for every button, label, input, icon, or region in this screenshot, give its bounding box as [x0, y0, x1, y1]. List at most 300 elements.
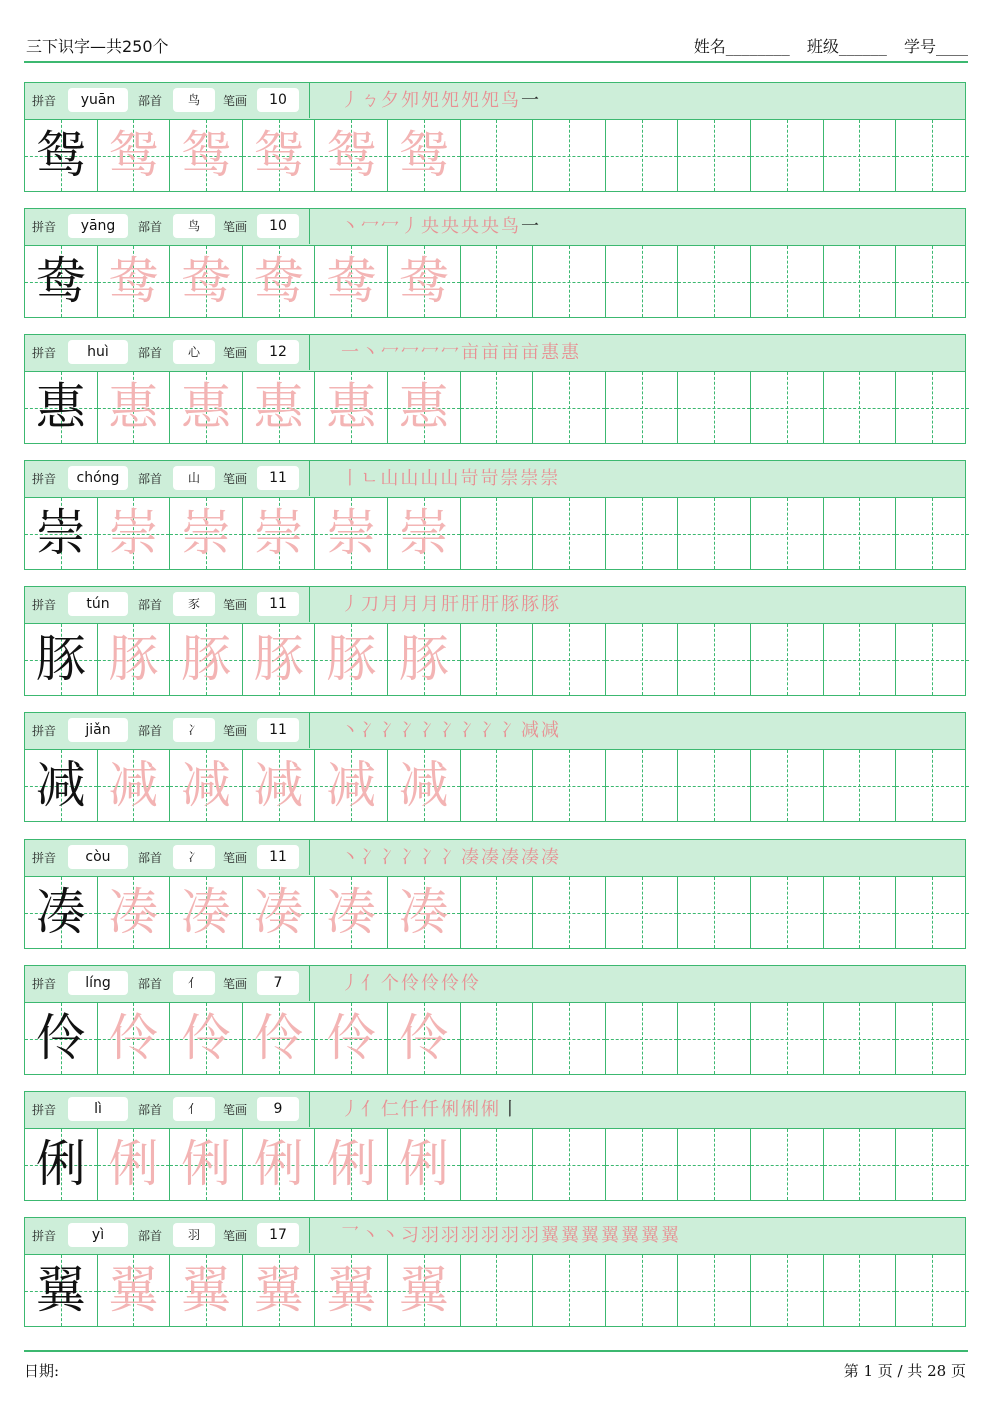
- grid-cell[interactable]: [25, 372, 98, 443]
- grid-cell[interactable]: [25, 498, 98, 569]
- grid-cell[interactable]: [243, 372, 316, 443]
- writing-grid: [25, 877, 965, 948]
- grid-cell[interactable]: [25, 1129, 98, 1200]
- writing-grid: [25, 1129, 965, 1200]
- character-block: [24, 965, 966, 1075]
- character-info-bar: [25, 83, 965, 120]
- grid-cell[interactable]: [461, 877, 534, 948]
- stroke-count: 11: [257, 718, 299, 742]
- writing-grid: [25, 120, 965, 191]
- trace-character: 惠: [253, 378, 304, 436]
- trace-character: 鸯: [180, 252, 231, 310]
- grid-cell[interactable]: [170, 372, 243, 443]
- grid-cell[interactable]: [678, 498, 751, 569]
- grid-cell[interactable]: [98, 372, 171, 443]
- grid-cell[interactable]: [243, 120, 316, 191]
- trace-character: 豚: [326, 630, 377, 688]
- trace-character: 豚: [108, 630, 159, 688]
- grid-cell[interactable]: [388, 1129, 461, 1200]
- stroke-sequence: 丨ㄴ山山山山岢岢崇崇崇: [341, 468, 561, 489]
- character-info-bar: [25, 966, 965, 1003]
- grid-cell[interactable]: [533, 877, 606, 948]
- stroke-order: [341, 1221, 681, 1247]
- grid-cell[interactable]: [606, 1255, 679, 1326]
- grid-cell[interactable]: [824, 246, 897, 317]
- stroke-last: 丨: [501, 1099, 521, 1120]
- trace-character: 伶: [398, 1009, 449, 1067]
- stroke-count: 10: [257, 88, 299, 112]
- grid-cell[interactable]: [170, 120, 243, 191]
- model-character: 崇: [35, 504, 86, 562]
- grid-cell[interactable]: [243, 877, 316, 948]
- grid-cell[interactable]: [243, 1003, 316, 1074]
- pinyin-value: yì: [68, 1223, 128, 1247]
- pinyin-label: 拼音: [32, 94, 57, 108]
- writing-grid: [25, 1003, 965, 1074]
- grid-cell[interactable]: [98, 498, 171, 569]
- trace-character: 凑: [108, 883, 159, 941]
- pinyin-value: yāng: [68, 214, 128, 238]
- stroke-sequence: 丶冫冫冫冫冫凑凑凑凑凑: [341, 847, 561, 868]
- model-character: 翼: [35, 1261, 86, 1319]
- trace-character: 翼: [180, 1261, 231, 1319]
- grid-cell[interactable]: [751, 1129, 824, 1200]
- pinyin-label: 拼音: [32, 346, 57, 360]
- grid-cell[interactable]: [25, 750, 98, 821]
- info-separator: [309, 587, 310, 622]
- character-block: [24, 1091, 966, 1201]
- radical-label: 部首: [138, 1229, 163, 1243]
- grid-cell[interactable]: [98, 750, 171, 821]
- pinyin-value: chóng: [68, 466, 128, 490]
- grid-cell[interactable]: [751, 624, 824, 695]
- grid-cell[interactable]: [896, 624, 969, 695]
- grid-cell[interactable]: [751, 750, 824, 821]
- grid-cell[interactable]: [896, 877, 969, 948]
- grid-cell[interactable]: [533, 498, 606, 569]
- info-separator: [309, 461, 310, 496]
- grid-cell[interactable]: [533, 750, 606, 821]
- grid-cell[interactable]: [98, 1129, 171, 1200]
- grid-cell[interactable]: [824, 1255, 897, 1326]
- writing-grid: [25, 246, 965, 317]
- grid-cell[interactable]: [461, 372, 534, 443]
- grid-cell[interactable]: [25, 1255, 98, 1326]
- grid-cell[interactable]: [170, 750, 243, 821]
- grid-cell[interactable]: [388, 624, 461, 695]
- grid-cell[interactable]: [388, 1003, 461, 1074]
- grid-cell[interactable]: [751, 246, 824, 317]
- grid-cell[interactable]: [461, 1003, 534, 1074]
- radical-value: 心: [173, 340, 215, 364]
- model-character: 俐: [35, 1135, 86, 1193]
- grid-cell[interactable]: [243, 1129, 316, 1200]
- footer-divider: [24, 1350, 968, 1352]
- grid-cell[interactable]: [25, 877, 98, 948]
- grid-cell[interactable]: [678, 750, 751, 821]
- trace-character: 鸳: [326, 126, 377, 184]
- model-character: 鸳: [35, 126, 86, 184]
- grid-cell[interactable]: [170, 246, 243, 317]
- grid-cell[interactable]: [824, 624, 897, 695]
- grid-cell[interactable]: [751, 1255, 824, 1326]
- stroke-order: [341, 843, 561, 869]
- trace-character: 崇: [180, 504, 231, 562]
- trace-character: 俐: [253, 1135, 304, 1193]
- grid-cell[interactable]: [25, 624, 98, 695]
- model-character: 凑: [35, 883, 86, 941]
- grid-cell[interactable]: [896, 246, 969, 317]
- trace-character: 俐: [108, 1135, 159, 1193]
- grid-cell[interactable]: [824, 750, 897, 821]
- radical-value: 冫: [173, 845, 215, 869]
- stroke-sequence: 丿亻仁仟仟俐俐俐: [341, 1099, 501, 1120]
- trace-character: 减: [253, 756, 304, 814]
- grid-cell[interactable]: [606, 750, 679, 821]
- character-block: [24, 712, 966, 822]
- trace-character: 豚: [398, 630, 449, 688]
- model-character: 惠: [35, 378, 86, 436]
- radical-value: 豕: [173, 592, 215, 616]
- trace-character: 崇: [326, 504, 377, 562]
- radical-label: 部首: [138, 346, 163, 360]
- info-separator: [309, 966, 310, 1001]
- grid-cell[interactable]: [606, 498, 679, 569]
- character-info-bar: [25, 209, 965, 246]
- character-info-bar: [25, 587, 965, 624]
- pinyin-value: tún: [68, 592, 128, 616]
- trace-character: 崇: [108, 504, 159, 562]
- strokes-label: 笔画: [223, 724, 248, 738]
- character-info-bar: [25, 1092, 965, 1129]
- pinyin-label: 拼音: [32, 1103, 57, 1117]
- grid-cell[interactable]: [824, 877, 897, 948]
- grid-cell[interactable]: [25, 120, 98, 191]
- trace-character: 俐: [398, 1135, 449, 1193]
- strokes-label: 笔画: [223, 1229, 248, 1243]
- character-info-bar: [25, 713, 965, 750]
- grid-cell[interactable]: [461, 120, 534, 191]
- character-info-bar: [25, 840, 965, 877]
- grid-cell[interactable]: [170, 877, 243, 948]
- strokes-label: 笔画: [223, 346, 248, 360]
- stroke-count: 11: [257, 845, 299, 869]
- grid-cell[interactable]: [678, 1255, 751, 1326]
- model-character: 减: [35, 756, 86, 814]
- grid-cell[interactable]: [678, 372, 751, 443]
- trace-character: 惠: [180, 378, 231, 436]
- stroke-sequence: 丶冫冫冫冫冫冫冫冫减减: [341, 720, 561, 741]
- student-id-field[interactable]: 学号____: [903, 37, 968, 56]
- grid-cell[interactable]: [98, 120, 171, 191]
- trace-character: 惠: [108, 378, 159, 436]
- grid-cell[interactable]: [315, 750, 388, 821]
- stroke-last: 一: [521, 90, 541, 111]
- model-character: 豚: [35, 630, 86, 688]
- pinyin-value: jiǎn: [68, 718, 128, 742]
- pinyin-label: 拼音: [32, 724, 57, 738]
- writing-grid: [25, 498, 965, 569]
- stroke-order: [341, 590, 561, 616]
- stroke-count: 11: [257, 466, 299, 490]
- trace-character: 减: [108, 756, 159, 814]
- grid-cell[interactable]: [533, 1003, 606, 1074]
- stroke-order: [341, 86, 541, 112]
- pinyin-value: yuān: [68, 88, 128, 112]
- pinyin-label: 拼音: [32, 220, 57, 234]
- grid-cell[interactable]: [606, 246, 679, 317]
- trace-character: 鸳: [180, 126, 231, 184]
- grid-cell[interactable]: [533, 372, 606, 443]
- grid-cell[interactable]: [315, 246, 388, 317]
- grid-cell[interactable]: [533, 246, 606, 317]
- grid-cell[interactable]: [606, 1129, 679, 1200]
- stroke-count: 9: [257, 1097, 299, 1121]
- grid-cell[interactable]: [98, 1255, 171, 1326]
- trace-character: 伶: [180, 1009, 231, 1067]
- grid-cell[interactable]: [678, 1003, 751, 1074]
- trace-character: 凑: [253, 883, 304, 941]
- pinyin-label: 拼音: [32, 472, 57, 486]
- grid-cell[interactable]: [388, 877, 461, 948]
- info-separator: [309, 209, 310, 244]
- grid-cell[interactable]: [751, 120, 824, 191]
- grid-cell[interactable]: [170, 624, 243, 695]
- stroke-order: [341, 464, 560, 490]
- grid-cell[interactable]: [751, 877, 824, 948]
- trace-character: 翼: [253, 1261, 304, 1319]
- trace-character: 俐: [180, 1135, 231, 1193]
- info-separator: [309, 713, 310, 748]
- pinyin-value: líng: [68, 971, 128, 995]
- character-block: [24, 586, 966, 696]
- radical-value: 山: [173, 466, 215, 490]
- trace-character: 伶: [253, 1009, 304, 1067]
- grid-cell[interactable]: [896, 120, 969, 191]
- stroke-count: 17: [257, 1223, 299, 1247]
- radical-value: 冫: [173, 718, 215, 742]
- trace-character: 减: [398, 756, 449, 814]
- grid-cell[interactable]: [315, 498, 388, 569]
- trace-character: 鸳: [253, 126, 304, 184]
- trace-character: 翼: [326, 1261, 377, 1319]
- grid-cell[interactable]: [25, 1003, 98, 1074]
- radical-value: 鸟: [173, 88, 215, 112]
- grid-cell[interactable]: [315, 372, 388, 443]
- trace-character: 鸯: [398, 252, 449, 310]
- grid-cell[interactable]: [824, 1129, 897, 1200]
- character-block: [24, 460, 966, 570]
- grid-cell[interactable]: [533, 1129, 606, 1200]
- radical-label: 部首: [138, 977, 163, 991]
- grid-cell[interactable]: [751, 1003, 824, 1074]
- grid-cell[interactable]: [533, 120, 606, 191]
- student-fields: [682, 34, 968, 57]
- pinyin-label: 拼音: [32, 598, 57, 612]
- grid-cell[interactable]: [678, 1129, 751, 1200]
- character-info-bar: [25, 1218, 965, 1255]
- grid-cell[interactable]: [461, 498, 534, 569]
- grid-cell[interactable]: [388, 1255, 461, 1326]
- trace-character: 翼: [398, 1261, 449, 1319]
- character-info-bar: [25, 461, 965, 498]
- grid-cell[interactable]: [98, 246, 171, 317]
- stroke-sequence: 丶冖冖丿央央央央鸟: [341, 216, 521, 237]
- grid-cell[interactable]: [388, 750, 461, 821]
- grid-cell[interactable]: [896, 498, 969, 569]
- grid-cell[interactable]: [751, 498, 824, 569]
- stroke-order: [341, 338, 581, 364]
- grid-cell[interactable]: [824, 498, 897, 569]
- radical-label: 部首: [138, 220, 163, 234]
- strokes-label: 笔画: [223, 1103, 248, 1117]
- grid-cell[interactable]: [896, 1255, 969, 1326]
- grid-cell[interactable]: [388, 498, 461, 569]
- grid-cell[interactable]: [533, 1255, 606, 1326]
- grid-cell[interactable]: [170, 1255, 243, 1326]
- grid-cell[interactable]: [896, 750, 969, 821]
- class-field[interactable]: 班级______: [806, 37, 887, 56]
- writing-grid: [25, 624, 965, 695]
- trace-character: 凑: [398, 883, 449, 941]
- trace-character: 减: [180, 756, 231, 814]
- trace-character: 伶: [108, 1009, 159, 1067]
- trace-character: 豚: [180, 630, 231, 688]
- character-block: [24, 208, 966, 318]
- trace-character: 鸯: [253, 252, 304, 310]
- grid-cell[interactable]: [25, 246, 98, 317]
- pinyin-value: còu: [68, 845, 128, 869]
- grid-cell[interactable]: [824, 120, 897, 191]
- grid-cell[interactable]: [243, 246, 316, 317]
- trace-character: 凑: [326, 883, 377, 941]
- grid-cell[interactable]: [315, 1129, 388, 1200]
- strokes-label: 笔画: [223, 851, 248, 865]
- grid-cell[interactable]: [896, 1129, 969, 1200]
- grid-cell[interactable]: [315, 624, 388, 695]
- grid-cell[interactable]: [170, 1129, 243, 1200]
- grid-cell[interactable]: [461, 750, 534, 821]
- writing-grid: [25, 372, 965, 443]
- stroke-count: 12: [257, 340, 299, 364]
- stroke-sequence: 一丶冖冖冖冖亩亩亩亩惠惠: [341, 342, 581, 363]
- page-info: 第 1 页 / 共 28 页: [843, 1362, 966, 1380]
- grid-cell[interactable]: [896, 1003, 969, 1074]
- radical-value: 亻: [173, 1097, 215, 1121]
- radical-label: 部首: [138, 598, 163, 612]
- grid-cell[interactable]: [388, 246, 461, 317]
- grid-cell[interactable]: [896, 372, 969, 443]
- page-footer: [24, 1360, 968, 1381]
- character-info-bar: [25, 335, 965, 372]
- name-field[interactable]: 姓名________: [693, 37, 790, 56]
- stroke-count: 7: [257, 971, 299, 995]
- grid-cell[interactable]: [461, 1255, 534, 1326]
- stroke-order: [341, 969, 481, 995]
- trace-character: 伶: [326, 1009, 377, 1067]
- grid-cell[interactable]: [606, 624, 679, 695]
- grid-cell[interactable]: [243, 498, 316, 569]
- grid-cell[interactable]: [170, 498, 243, 569]
- grid-cell[interactable]: [388, 120, 461, 191]
- strokes-label: 笔画: [223, 598, 248, 612]
- radical-value: 羽: [173, 1223, 215, 1247]
- grid-cell[interactable]: [315, 877, 388, 948]
- trace-character: 崇: [253, 504, 304, 562]
- radical-label: 部首: [138, 1103, 163, 1117]
- info-separator: [309, 840, 310, 875]
- grid-cell[interactable]: [170, 1003, 243, 1074]
- grid-cell[interactable]: [461, 1129, 534, 1200]
- trace-character: 凑: [180, 883, 231, 941]
- grid-cell[interactable]: [98, 877, 171, 948]
- header-divider: [24, 61, 968, 63]
- trace-character: 翼: [108, 1261, 159, 1319]
- stroke-last: 一: [521, 216, 541, 237]
- grid-cell[interactable]: [461, 246, 534, 317]
- grid-cell[interactable]: [824, 1003, 897, 1074]
- grid-cell[interactable]: [678, 246, 751, 317]
- radical-value: 鸟: [173, 214, 215, 238]
- stroke-sequence: 丿ㄅ夕夘夗夗夗夗鸟: [341, 90, 521, 111]
- character-block: [24, 839, 966, 949]
- strokes-label: 笔画: [223, 94, 248, 108]
- grid-cell[interactable]: [98, 624, 171, 695]
- grid-cell[interactable]: [606, 120, 679, 191]
- stroke-count: 10: [257, 214, 299, 238]
- stroke-count: 11: [257, 592, 299, 616]
- grid-cell[interactable]: [315, 120, 388, 191]
- grid-cell[interactable]: [606, 877, 679, 948]
- page-title: 三下识字—共250个: [26, 37, 169, 56]
- grid-cell[interactable]: [678, 877, 751, 948]
- grid-cell[interactable]: [533, 624, 606, 695]
- grid-cell[interactable]: [243, 750, 316, 821]
- strokes-label: 笔画: [223, 977, 248, 991]
- radical-label: 部首: [138, 724, 163, 738]
- trace-character: 惠: [398, 378, 449, 436]
- grid-cell[interactable]: [243, 1255, 316, 1326]
- info-separator: [309, 1092, 310, 1127]
- trace-character: 俐: [326, 1135, 377, 1193]
- grid-cell[interactable]: [98, 1003, 171, 1074]
- radical-label: 部首: [138, 94, 163, 108]
- grid-cell[interactable]: [824, 372, 897, 443]
- stroke-sequence: 丿亻个伶伶伶伶: [341, 973, 481, 994]
- stroke-order: [341, 716, 561, 742]
- grid-cell[interactable]: [315, 1003, 388, 1074]
- date-label: 日期:: [24, 1362, 60, 1380]
- grid-cell[interactable]: [461, 624, 534, 695]
- trace-character: 豚: [253, 630, 304, 688]
- grid-cell[interactable]: [678, 120, 751, 191]
- model-character: 鸯: [35, 252, 86, 310]
- grid-cell[interactable]: [388, 372, 461, 443]
- grid-cell[interactable]: [315, 1255, 388, 1326]
- grid-cell[interactable]: [606, 1003, 679, 1074]
- page-header: [24, 30, 968, 60]
- strokes-label: 笔画: [223, 472, 248, 486]
- trace-character: 鸯: [326, 252, 377, 310]
- model-character: 伶: [35, 1009, 86, 1067]
- grid-cell[interactable]: [751, 372, 824, 443]
- info-separator: [309, 83, 310, 118]
- radical-value: 亻: [173, 971, 215, 995]
- grid-cell[interactable]: [678, 624, 751, 695]
- trace-character: 减: [326, 756, 377, 814]
- grid-cell[interactable]: [243, 624, 316, 695]
- grid-cell[interactable]: [606, 372, 679, 443]
